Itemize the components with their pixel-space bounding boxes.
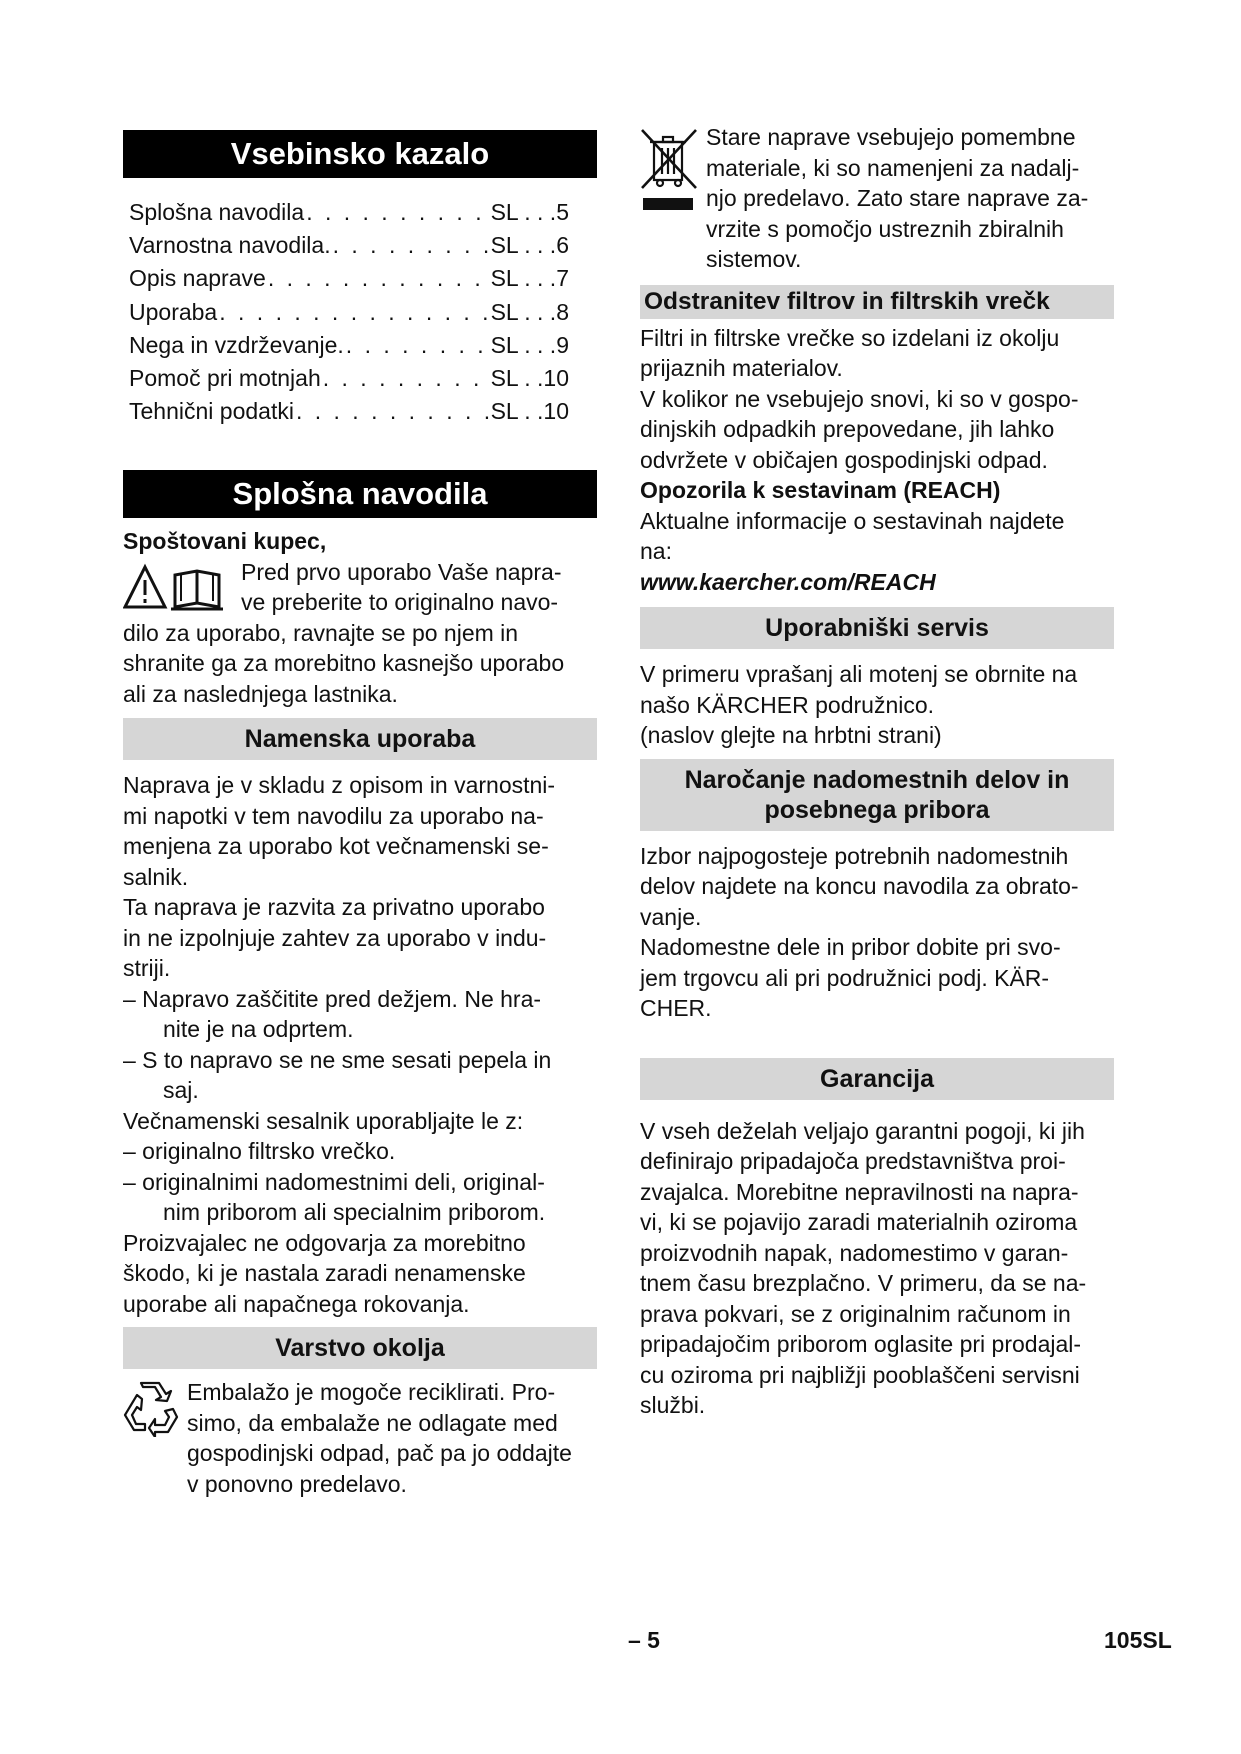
crossed-out-bin-icon <box>640 128 698 214</box>
parts-p1 <box>640 841 1114 933</box>
intended-use-p4 <box>123 1228 597 1320</box>
text-line: škodo, ki je nastala zaradi nenamenske <box>123 1260 526 1287</box>
toc-item-page: SL . .10 <box>490 398 569 425</box>
toc-item-title: Pomoč pri motnjah <box>129 365 321 392</box>
text-line: Filtri in filtrske vrečke so izdelani iz okolju <box>640 324 1060 351</box>
toc-item[interactable] <box>129 296 569 329</box>
intended-use-heading: Namenska uporaba <box>123 718 597 760</box>
toc-item-leader <box>217 296 490 329</box>
text-line: nite je na odprtem. <box>163 1016 354 1043</box>
reach-heading: Opozorila k sestavinam (REACH) <box>640 477 1001 503</box>
toc-heading: Vsebinsko kazalo <box>123 130 597 178</box>
text-line: vi, ki se pojavijo zaradi materialnih oziroma <box>640 1209 1078 1235</box>
disposal-text <box>698 122 1114 275</box>
text-line: – originalnimi nadomestnimi deli, original- <box>123 1168 545 1195</box>
filters-heading: Odstranitev filtrov in filtrskih vrečk <box>640 285 1114 319</box>
toc-item[interactable] <box>129 395 569 428</box>
intended-use-dash1 <box>123 984 597 1045</box>
text-line: in ne izpolnjuje zahtev za uporabo v indu- <box>123 924 547 951</box>
toc-item[interactable] <box>129 196 569 229</box>
text-line: Embalažo je mogoče reciklirati. Pro- <box>187 1379 556 1406</box>
text-line: jem trgovcu ali pri podružnici podj. KÄR- <box>640 964 1050 991</box>
filters-p3 <box>640 506 1114 567</box>
intro-with-icons <box>123 557 597 618</box>
text-line: tnem času brezplačno. V primeru, da se na- <box>640 1270 1087 1296</box>
text-line: dilo za uporabo, ravnajte se po njem in <box>123 619 519 646</box>
toc-item[interactable] <box>129 229 569 262</box>
text-line: Pred prvo uporabo Vaše napra- <box>241 558 562 585</box>
table-of-contents <box>129 196 569 428</box>
text-line: odvržete v običajen gospodinjski odpad. <box>640 446 1048 473</box>
greeting: Spoštovani kupec, <box>123 528 327 555</box>
toc-item[interactable] <box>129 362 569 395</box>
text-line: CHER. <box>640 995 712 1021</box>
left-column <box>123 130 597 1499</box>
toc-item-page: SL . . .7 <box>490 265 569 292</box>
toc-item-page: SL . . .9 <box>490 331 569 358</box>
page-code: 105SL <box>1104 1627 1172 1653</box>
recycling-icon <box>123 1381 179 1437</box>
text-line: dinjskih odpadkih prepovedane, jih lahko <box>640 416 1055 442</box>
filters-p1 <box>640 323 1114 384</box>
toc-item[interactable] <box>129 262 569 295</box>
toc-item-leader <box>331 229 491 262</box>
text-line: ali za naslednjega lastnika. <box>123 680 398 707</box>
text-line: Stare naprave vsebujejo pomembne <box>706 124 1076 150</box>
text-line: V vseh deželah veljajo garantni pogoji, ki jih <box>640 1117 1085 1144</box>
toc-item-title: Tehnični podatki <box>129 398 294 425</box>
text-line: Naprava je v skladu z opisom in varnostni- <box>123 772 556 799</box>
text-line: proizvodnih napak, nadomestimo v garan- <box>640 1239 1069 1266</box>
text-line: Naročanje nadomestnih delov in <box>684 765 1070 794</box>
text-line: ve preberite to originalno navo- <box>241 589 559 616</box>
warning-manual-icon <box>123 563 231 613</box>
parts-p2 <box>640 932 1114 1024</box>
text-line: Proizvajalec ne odgovarja za morebitno <box>123 1229 526 1256</box>
text-line: vrzite s pomočjo ustreznih zbiralnih <box>706 215 1064 242</box>
recycling-paragraph <box>123 1377 597 1499</box>
intended-use-dash4 <box>123 1167 597 1228</box>
text-line: službi. <box>640 1392 706 1418</box>
text-line: Ta naprava je razvita za privatno uporabo <box>123 894 545 921</box>
text-line: cu oziroma pri najbližji pooblaščeni servisni <box>640 1361 1080 1388</box>
toc-item-title: Uporaba <box>129 298 218 325</box>
toc-item-page: SL . . .5 <box>490 199 569 225</box>
text-line: – Napravo zaščitite pred dežjem. Ne hra- <box>123 985 542 1012</box>
text-line: mi napotki v tem navodilu za uporabo na- <box>123 802 544 829</box>
intended-use-p3: Večnamenski sesalnik uporabljajte le z: <box>123 1107 524 1134</box>
toc-item-leader <box>344 329 491 362</box>
text-line: simo, da embalaže ne odlagate med <box>187 1409 558 1436</box>
text-line: pripadajočim priborom oglasite pri prodajal- <box>640 1331 1082 1357</box>
warranty-heading: Garancija <box>640 1058 1114 1100</box>
toc-item-title: Nega in vzdrževanje. <box>129 331 344 358</box>
text-line: menjena za uporabo kot večnamenski se- <box>123 833 549 860</box>
text-line: prijaznih materialov. <box>640 355 843 381</box>
reach-link[interactable]: www.kaercher.com/REACH <box>640 568 936 595</box>
warranty-text <box>640 1116 1114 1421</box>
toc-item-page: SL . .10 <box>490 365 569 392</box>
text-line: shranite ga za morebitno kasnejšo uporabo <box>123 650 565 677</box>
text-line: uporabe ali napačnega rokovanja. <box>123 1290 470 1317</box>
toc-item-leader <box>321 362 491 395</box>
text-line: posebnega pribora <box>764 795 990 824</box>
text-line: vanje. <box>640 903 702 930</box>
toc-item-leader <box>304 196 490 229</box>
text-line: gospodinjski odpad, pač pa jo oddajte <box>187 1440 572 1467</box>
text-line: materiale, ki so namenjeni za nadalj- <box>706 154 1080 181</box>
text-line: (naslov glejte na hrbtni strani) <box>640 722 942 748</box>
text-line: – S to napravo se ne sme sesati pepela in <box>123 1046 552 1073</box>
text-line: nim priborom ali specialnim priborom. <box>163 1199 546 1226</box>
text-line: na: <box>640 538 672 564</box>
text-line: delov najdete na koncu navodila za obrato- <box>640 873 1079 899</box>
toc-item-title: Splošna navodila <box>129 199 305 225</box>
parts-heading <box>640 759 1114 831</box>
service-text <box>640 659 1114 751</box>
service-heading: Uporabniški servis <box>640 607 1114 649</box>
text-line: zvajalca. Morebitne nepravilnosti na napra- <box>640 1178 1079 1205</box>
text-line: definirajo pripadajoča predstavništva proi- <box>640 1148 1066 1174</box>
text-line: V primeru vprašanj ali motenj se obrnite na <box>640 661 1078 687</box>
disposal-paragraph <box>640 122 1114 275</box>
text-line: Nadomestne dele in pribor dobite pri svo- <box>640 934 1061 960</box>
intended-use-p1 <box>123 770 597 892</box>
toc-item-leader <box>294 395 491 428</box>
right-column <box>640 122 1114 1421</box>
filters-p2 <box>640 384 1114 476</box>
text-line: njo predelavo. Zato stare naprave za- <box>706 185 1089 211</box>
toc-item[interactable] <box>129 329 569 362</box>
text-line: striji. <box>123 955 171 982</box>
intro-lines <box>123 618 597 710</box>
general-heading: Splošna navodila <box>123 470 597 518</box>
toc-item-page: SL . . .6 <box>490 232 569 259</box>
toc-item-leader <box>266 262 491 295</box>
text-line: našo KÄRCHER podružnico. <box>640 691 935 718</box>
text-line: Aktualne informacije o sestavinah najdete <box>640 507 1065 534</box>
text-line: sistemov. <box>706 246 802 272</box>
text-line: V kolikor ne vsebujejo snovi, ki so v gospo- <box>640 385 1079 412</box>
toc-item-page: SL . . .8 <box>490 298 569 325</box>
toc-item-title: Opis naprave <box>129 265 266 292</box>
text-line: v ponovno predelavo. <box>187 1470 407 1497</box>
intended-use-p2 <box>123 892 597 984</box>
environment-heading: Varstvo okolja <box>123 1327 597 1369</box>
page-number: – 5 <box>628 1627 660 1653</box>
text-line: saj. <box>163 1077 199 1104</box>
recycling-text <box>179 1377 597 1499</box>
intro-icon-lines <box>231 557 597 618</box>
text-line: prava pokvari, se z originalnim računom in <box>640 1300 1071 1327</box>
intended-use-dash3 <box>123 1136 597 1167</box>
text-line: Izbor najpogosteje potrebnih nadomestnih <box>640 842 1069 869</box>
text-line: salnik. <box>123 863 189 890</box>
intended-use-dash2 <box>123 1045 597 1106</box>
toc-item-title: Varnostna navodila. <box>129 232 331 259</box>
text-line: – originalno filtrsko vrečko. <box>123 1138 396 1165</box>
